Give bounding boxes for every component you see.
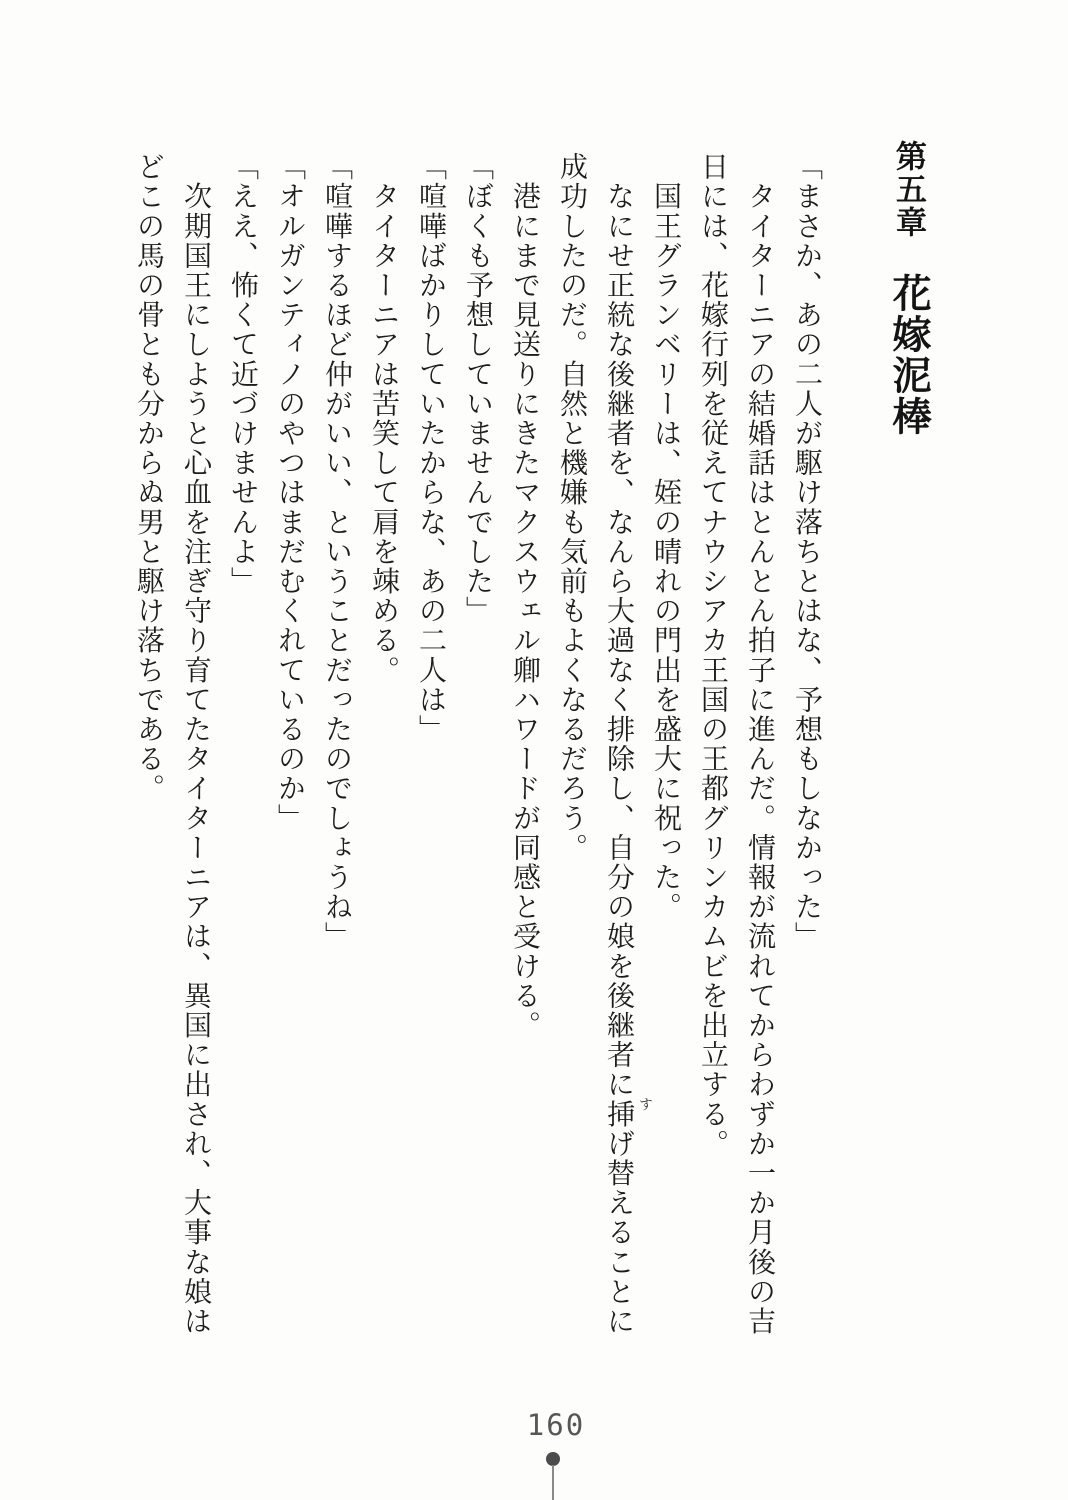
- body-text: [125, 152, 830, 1342]
- text-column-6: 成功したのだ。自然と機嫌も気前もよくなるだろう。: [556, 152, 587, 863]
- footer-pin-stem: [552, 1465, 554, 1500]
- text-column-7: 港にまで見送りにきたマクスウェル卿ハワードが同感と受ける。: [509, 152, 540, 1040]
- text-column-9: 「喧嘩ばかりしていたからな、あの二人は」: [415, 152, 446, 744]
- text-column-2: タイターニアの結婚話はとんとん拍子に進んだ。情報が流れてからわずか一か月後の吉: [744, 152, 775, 1336]
- chapter-number: 第五章: [891, 140, 926, 239]
- chapter-heading: [889, 140, 928, 437]
- page-number: 160: [526, 1408, 586, 1442]
- text-column-13: 「ええ、怖くて近づけませんよ」: [227, 152, 258, 596]
- furigana-annotation: す: [637, 1097, 652, 1111]
- text-column-11: 「喧嘩するほど仲がいい、ということだったのでしょうね」: [321, 152, 352, 952]
- text-column-1: 「まさか、あの二人が駆け落ちとはな、予想もしなかった」: [791, 152, 822, 952]
- footer-pin-dot-icon: [546, 1452, 560, 1466]
- text-column-4: 国王グランベリーは、姪の晴れの門出を盛大に祝った。: [650, 152, 681, 922]
- text-column-12: 「オルガンティノのやつはまだむくれているのか」: [274, 152, 305, 833]
- text-column-8: 「ぼくも予想していませんでした」: [462, 152, 493, 626]
- text-column-14: 次期国王にしようと心血を注ぎ守り育てたタイターニアは、異国に出され、大事な娘は: [180, 152, 211, 1336]
- text-column-3: 日には、花嫁行列を従えてナウシアカ王国の王都グリンカムビを出立する。: [697, 152, 728, 1159]
- chapter-title: 花嫁泥棒: [887, 273, 930, 437]
- text-column-5: なにせ正統な後継者を、なんら大過なく排除し、自分の娘を後継者に挿げ替えることに: [603, 152, 634, 1336]
- text-column-10: タイターニアは苦笑して肩を竦める。: [368, 152, 399, 685]
- text-column-15: どこの馬の骨とも分からぬ男と駆け落ちである。: [133, 152, 164, 804]
